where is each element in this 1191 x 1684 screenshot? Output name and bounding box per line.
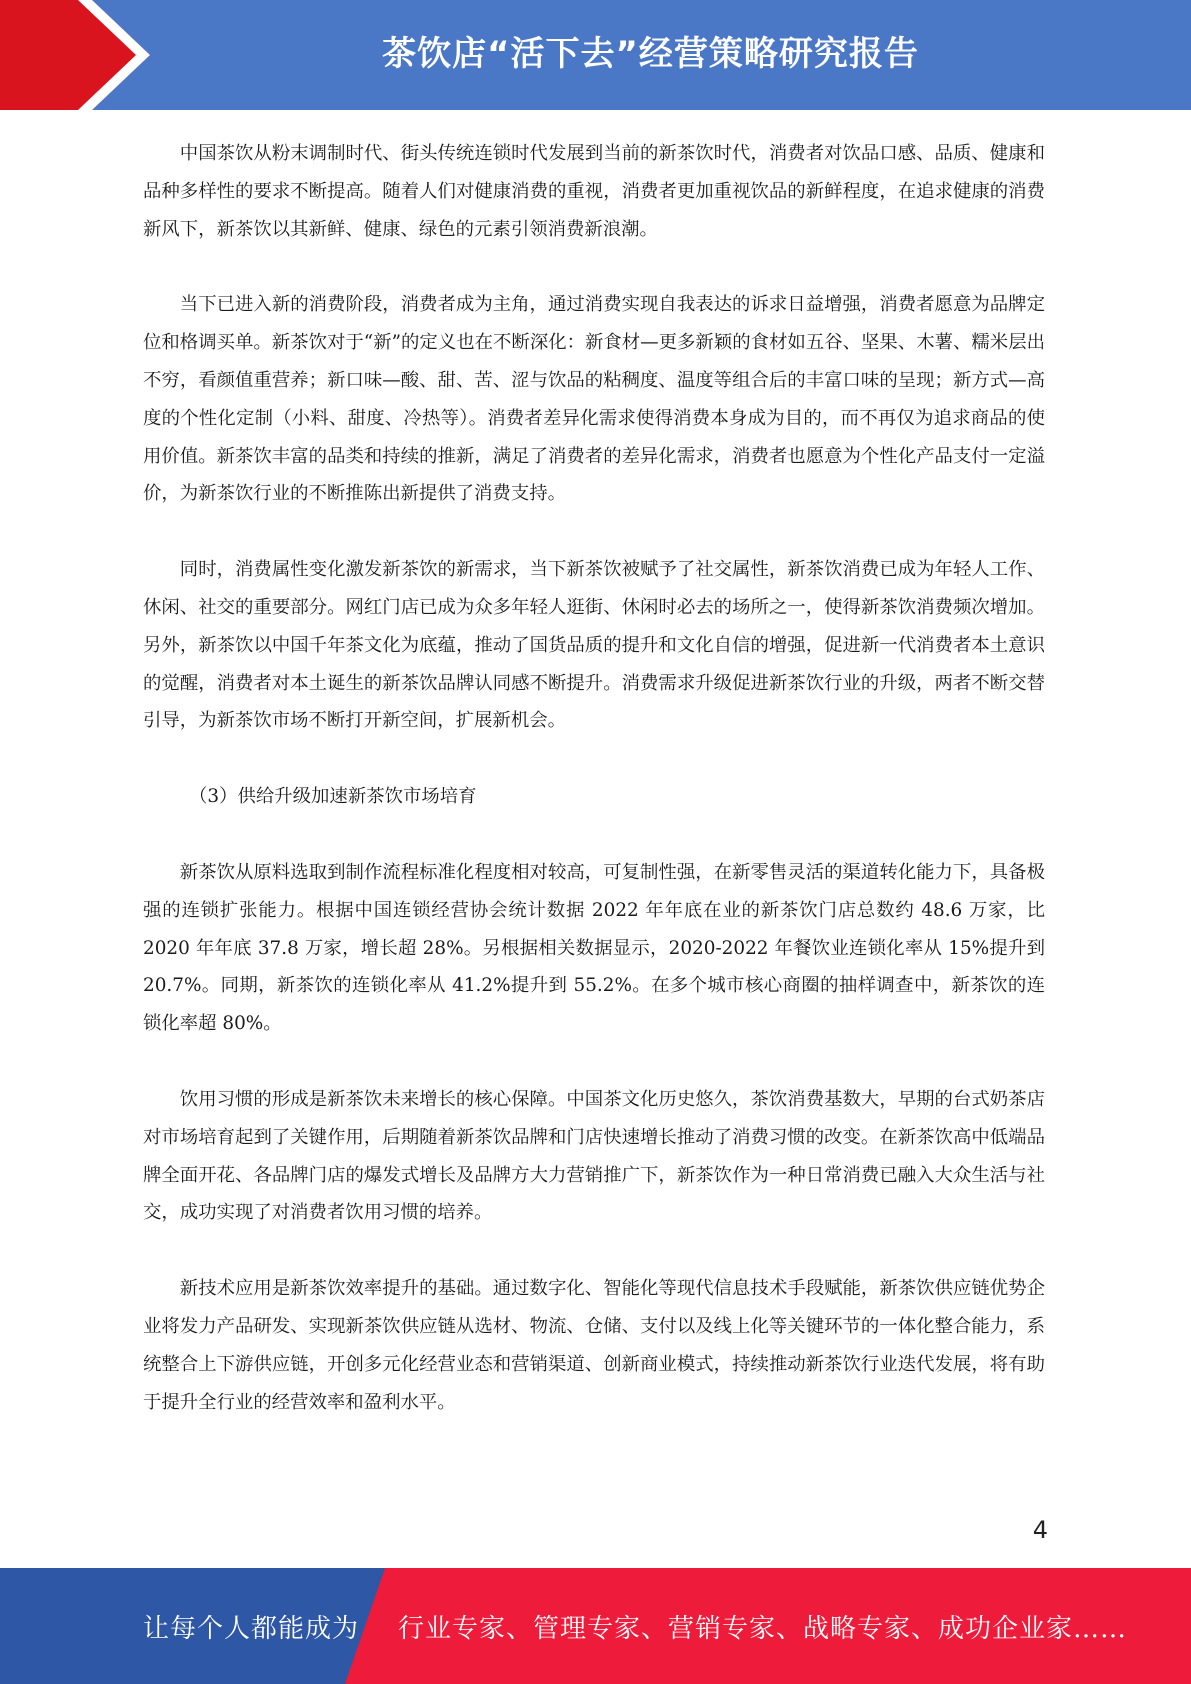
paragraph-6: 新技术应用是新茶饮效率提升的基础。通过数字化、智能化等现代信息技术手段赋能，新茶饮供应链优势企业将发力产品研发、实现新茶饮供应链从选材、物流、仓储、支付以及线上化等关键环节的一体化整合能力，系统整合上下游供应链，开创多元化经营业态和营销渠道、创新商业模式，持续推动新茶饮行业迭代发展，将有助于提升全行业的经营效率和盈利水平。 (143, 1278, 1045, 1413)
page-number: 4 (1032, 1516, 1048, 1544)
footer-slogan-right: 行业专家、管理专家、营销专家、战略专家、成功企业家…… (398, 1614, 1128, 1644)
paragraph-1: 中国茶饮从粉末调制时代、街头传统连锁时代发展到当前的新茶饮时代，消费者对饮品口感、品质、健康和品种多样性的要求不断提高。随着人们对健康消费的重视，消费者更加重视饮品的新鲜程度，在追求健康的消费新风下，新茶饮以其新鲜、健康、绿色的元素引领消费新浪潮。 (143, 143, 1045, 240)
footer-slogan-left: 让每个人都能成为 (143, 1614, 360, 1644)
document-title: 茶饮店“活下去”经营策略研究报告 (382, 34, 919, 74)
document-body (143, 135, 1045, 1459)
paragraph-2: 当下已进入新的消费阶段，消费者成为主角，通过消费实现自我表达的诉求日益增强，消费者愿意为品牌定位和格调买单。新茶饮对于“新”的定义也在不断深化：新食材—更多新颖的食材如五谷、坚果、木薯、糯米层出不穷，看颜值重营养；新口味—酸、甜、苦、涩与饮品的粘稠度、温度等组合后的丰富口味的呈现；新方式—高度的个性化定制（小料、甜度、冷热等）。消费者差异化需求使得消费本身成为目的，而不再仅为追求商品的使用价值。新茶饮丰富的品类和持续的推新，满足了消费者的差异化需求，消费者也愿意为个性化产品支付一定溢价，为新茶饮行业的不断推陈出新提供了消费支持。 (143, 294, 1045, 505)
paragraph-4: 新茶饮从原料选取到制作流程标准化程度相对较高，可复制性强，在新零售灵活的渠道转化能力下，具备极强的连锁扩张能力。根据中国连锁经营协会统计数据 2022 年年底在业的新茶饮门店总数约 48.6 万家，比 2020 年年底 37.8 万家，增长超 28%。另根据相关数据显示，2020-2022 年餐饮业连锁化率从 15%提升到 20.7%。同期，新茶饮的连锁化率从 41.2%提升到 55.2%。在多个城市核心商圈的抽样调查中，新茶饮的连锁化率超 80%。 (143, 861, 1045, 1035)
section-subheading: （3）供给升级加速新茶饮市场培育 (189, 786, 477, 808)
paragraph-3: 同时，消费属性变化激发新茶饮的新需求，当下新茶饮被赋予了社交属性，新茶饮消费已成为年轻人工作、休闲、社交的重要部分。网红门店已成为众多年轻人逛街、休闲时必去的场所之一，使得新茶饮消费频次增加。另外，新茶饮以中国千年茶文化为底蕴，推动了国货品质的提升和文化自信的增强，促进新一代消费者本土意识的觉醒，消费者对本土诞生的新茶饮品牌认同感不断提升。消费需求升级促进新茶饮行业的升级，两者不断交替引导，为新茶饮市场不断打开新空间，扩展新机会。 (143, 559, 1045, 732)
page-header (0, 0, 1191, 110)
paragraph-5: 饮用习惯的形成是新茶饮未来增长的核心保障。中国茶文化历史悠久，茶饮消费基数大，早期的台式奶茶店对市场培育起到了关键作用，后期随着新茶饮品牌和门店快速增长推动了消费习惯的改变。在新茶饮高中低端品牌全面开花、各品牌门店的爆发式增长及品牌方大力营销推广下，新茶饮作为一种日常消费已融入大众生活与社交，成功实现了对消费者饮用习惯的培养。 (143, 1088, 1045, 1224)
page-footer (0, 1568, 1191, 1684)
